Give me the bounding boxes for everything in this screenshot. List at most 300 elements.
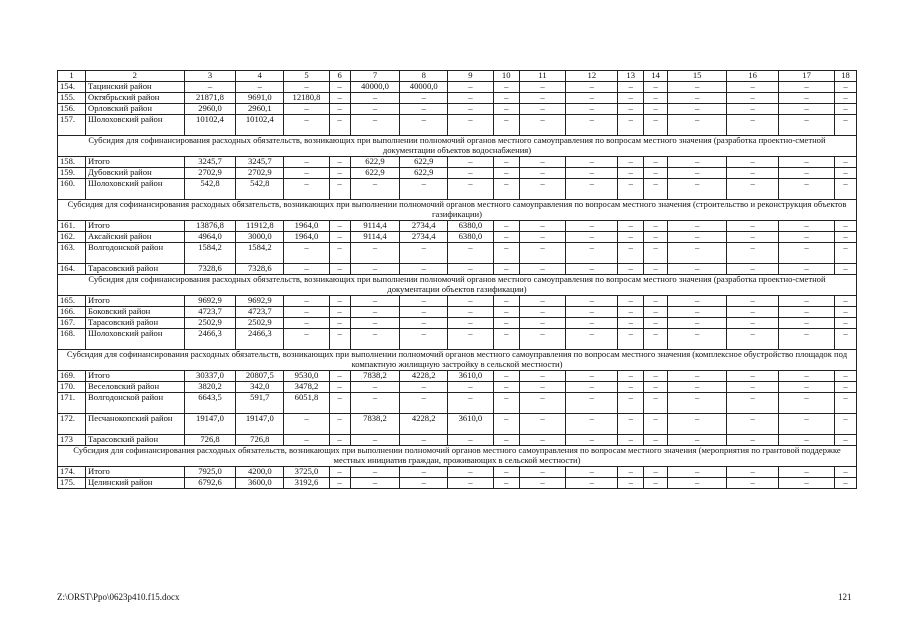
column-number: 3: [184, 71, 236, 82]
table-row: [58, 318, 857, 329]
value-cell: 2734,4: [400, 221, 448, 232]
table-row: [58, 82, 857, 93]
value-cell: –: [400, 264, 448, 275]
value-cell: –: [519, 414, 566, 435]
value-cell: –: [644, 232, 668, 243]
value-cell: –: [400, 435, 448, 446]
value-cell: –: [284, 115, 330, 136]
value-cell: –: [400, 307, 448, 318]
value-cell: –: [835, 115, 857, 136]
value-cell: –: [448, 329, 494, 350]
value-cell: –: [566, 329, 618, 350]
value-cell: –: [329, 82, 350, 93]
value-cell: –: [493, 307, 519, 318]
value-cell: –: [835, 371, 857, 382]
value-cell: 591,7: [236, 393, 284, 414]
value-cell: –: [668, 157, 727, 168]
value-cell: –: [727, 307, 779, 318]
column-number: 18: [835, 71, 857, 82]
column-number: 7: [350, 71, 400, 82]
value-cell: –: [835, 179, 857, 200]
value-cell: –: [566, 179, 618, 200]
column-number: 13: [618, 71, 644, 82]
value-cell: –: [644, 104, 668, 115]
value-cell: –: [668, 179, 727, 200]
value-cell: –: [644, 296, 668, 307]
value-cell: 7328,6: [236, 264, 284, 275]
column-number: 12: [566, 71, 618, 82]
value-cell: –: [618, 243, 644, 264]
section-title: Субсидия для софинансирования расходных обязательств, возникающих при выполнении полномочий органов местного самоуправления по вопросам местного значения (разработка проектно-сметной документации объектов газификации): [58, 275, 857, 296]
row-number: 158.: [58, 157, 86, 168]
value-cell: –: [835, 307, 857, 318]
value-cell: –: [727, 264, 779, 275]
value-cell: –: [493, 179, 519, 200]
value-cell: –: [284, 318, 330, 329]
district-name: Итого: [86, 467, 185, 478]
value-cell: –: [779, 221, 835, 232]
value-cell: –: [566, 264, 618, 275]
value-cell: –: [727, 467, 779, 478]
value-cell: –: [835, 393, 857, 414]
value-cell: –: [779, 264, 835, 275]
value-cell: –: [779, 82, 835, 93]
column-number: 15: [668, 71, 727, 82]
value-cell: 9691,0: [236, 93, 284, 104]
value-cell: –: [779, 232, 835, 243]
value-cell: –: [350, 296, 400, 307]
value-cell: 1964,0: [284, 221, 330, 232]
district-name: Итого: [86, 296, 185, 307]
value-cell: –: [618, 221, 644, 232]
value-cell: –: [493, 243, 519, 264]
value-cell: –: [779, 157, 835, 168]
value-cell: –: [350, 115, 400, 136]
value-cell: 13876,8: [184, 221, 236, 232]
value-cell: 726,8: [184, 435, 236, 446]
row-number: 175.: [58, 478, 86, 489]
value-cell: –: [566, 104, 618, 115]
value-cell: 6643,5: [184, 393, 236, 414]
value-cell: 2734,4: [400, 232, 448, 243]
district-name: Аксайский район: [86, 232, 185, 243]
value-cell: 622,9: [350, 157, 400, 168]
value-cell: –: [448, 382, 494, 393]
value-cell: –: [668, 393, 727, 414]
table-row: [58, 232, 857, 243]
value-cell: –: [329, 104, 350, 115]
value-cell: –: [835, 232, 857, 243]
value-cell: –: [835, 221, 857, 232]
district-name: Орловский район: [86, 104, 185, 115]
value-cell: –: [644, 115, 668, 136]
row-number: 171.: [58, 393, 86, 414]
value-cell: –: [779, 115, 835, 136]
value-cell: 3725,0: [284, 467, 330, 478]
value-cell: –: [519, 329, 566, 350]
value-cell: 9692,9: [184, 296, 236, 307]
table-row: [58, 393, 857, 414]
value-cell: 622,9: [350, 168, 400, 179]
header-row: [58, 71, 857, 82]
value-cell: –: [727, 179, 779, 200]
table-row: [58, 243, 857, 264]
table-row: [58, 329, 857, 350]
value-cell: –: [618, 414, 644, 435]
table-row: [58, 264, 857, 275]
column-number: 11: [519, 71, 566, 82]
value-cell: –: [618, 82, 644, 93]
value-cell: –: [493, 93, 519, 104]
value-cell: –: [448, 393, 494, 414]
district-name: Веселовский район: [86, 382, 185, 393]
value-cell: –: [618, 435, 644, 446]
value-cell: –: [284, 104, 330, 115]
value-cell: –: [329, 221, 350, 232]
value-cell: –: [727, 478, 779, 489]
value-cell: –: [519, 93, 566, 104]
value-cell: 3478,2: [284, 382, 330, 393]
row-number: 157.: [58, 115, 86, 136]
value-cell: –: [644, 329, 668, 350]
value-cell: –: [566, 157, 618, 168]
value-cell: 726,8: [236, 435, 284, 446]
value-cell: –: [644, 179, 668, 200]
value-cell: –: [329, 243, 350, 264]
value-cell: 10102,4: [184, 115, 236, 136]
value-cell: –: [644, 243, 668, 264]
value-cell: –: [835, 329, 857, 350]
value-cell: 4964,0: [184, 232, 236, 243]
value-cell: –: [493, 329, 519, 350]
row-number: 167.: [58, 318, 86, 329]
district-name: Волгодонской район: [86, 243, 185, 264]
value-cell: 2502,9: [184, 318, 236, 329]
value-cell: –: [350, 318, 400, 329]
value-cell: –: [835, 93, 857, 104]
value-cell: –: [493, 296, 519, 307]
section-title-row: [58, 200, 857, 221]
district-name: Волгодонской район: [86, 393, 185, 414]
table-row: [58, 296, 857, 307]
value-cell: 542,8: [184, 179, 236, 200]
value-cell: –: [618, 371, 644, 382]
value-cell: –: [566, 382, 618, 393]
column-number: 6: [329, 71, 350, 82]
value-cell: –: [519, 467, 566, 478]
section-title-row: [58, 350, 857, 371]
value-cell: –: [400, 318, 448, 329]
value-cell: –: [493, 414, 519, 435]
column-number: 9: [448, 71, 494, 82]
value-cell: –: [644, 478, 668, 489]
value-cell: 622,9: [400, 168, 448, 179]
value-cell: –: [493, 371, 519, 382]
value-cell: 19147,0: [236, 414, 284, 435]
value-cell: –: [618, 104, 644, 115]
section-title: Субсидия для софинансирования расходных обязательств, возникающих при выполнении полномочий органов местного самоуправления по вопросам местного значения (строительство и реконструкция объектов газификации): [58, 200, 857, 221]
value-cell: –: [519, 307, 566, 318]
value-cell: –: [727, 115, 779, 136]
value-cell: –: [329, 307, 350, 318]
value-cell: –: [448, 296, 494, 307]
value-cell: –: [519, 393, 566, 414]
value-cell: –: [329, 115, 350, 136]
value-cell: –: [448, 157, 494, 168]
value-cell: 2960,0: [184, 104, 236, 115]
value-cell: –: [493, 115, 519, 136]
value-cell: 3610,0: [448, 414, 494, 435]
value-cell: –: [519, 243, 566, 264]
value-cell: –: [727, 382, 779, 393]
value-cell: 6051,8: [284, 393, 330, 414]
value-cell: 20807,5: [236, 371, 284, 382]
value-cell: –: [329, 435, 350, 446]
value-cell: –: [618, 382, 644, 393]
value-cell: –: [329, 393, 350, 414]
value-cell: –: [668, 371, 727, 382]
row-number: 169.: [58, 371, 86, 382]
value-cell: –: [618, 168, 644, 179]
value-cell: –: [519, 104, 566, 115]
row-number: 164.: [58, 264, 86, 275]
value-cell: –: [284, 307, 330, 318]
value-cell: –: [448, 168, 494, 179]
column-number: 2: [86, 71, 185, 82]
value-cell: –: [668, 93, 727, 104]
value-cell: –: [350, 264, 400, 275]
value-cell: 7328,6: [184, 264, 236, 275]
value-cell: –: [727, 243, 779, 264]
value-cell: –: [329, 264, 350, 275]
value-cell: 11912,8: [236, 221, 284, 232]
value-cell: 2466,3: [184, 329, 236, 350]
district-name: Песчанокопский район: [86, 414, 185, 435]
value-cell: 9114,4: [350, 232, 400, 243]
value-cell: –: [329, 93, 350, 104]
value-cell: –: [644, 264, 668, 275]
value-cell: –: [284, 179, 330, 200]
value-cell: –: [727, 318, 779, 329]
value-cell: –: [350, 179, 400, 200]
value-cell: 4200,0: [236, 467, 284, 478]
value-cell: –: [835, 467, 857, 478]
value-cell: 342,0: [236, 382, 284, 393]
column-number: 14: [644, 71, 668, 82]
value-cell: –: [618, 329, 644, 350]
value-cell: –: [566, 296, 618, 307]
value-cell: –: [519, 296, 566, 307]
value-cell: 7838,2: [350, 371, 400, 382]
value-cell: –: [519, 115, 566, 136]
row-number: 160.: [58, 179, 86, 200]
value-cell: –: [350, 478, 400, 489]
value-cell: –: [519, 318, 566, 329]
value-cell: 19147,0: [184, 414, 236, 435]
value-cell: –: [284, 168, 330, 179]
value-cell: –: [566, 93, 618, 104]
value-cell: 40000,0: [400, 82, 448, 93]
value-cell: –: [668, 318, 727, 329]
value-cell: 10102,4: [236, 115, 284, 136]
value-cell: –: [668, 264, 727, 275]
value-cell: –: [668, 382, 727, 393]
value-cell: –: [284, 296, 330, 307]
value-cell: –: [566, 221, 618, 232]
value-cell: –: [668, 168, 727, 179]
value-cell: –: [644, 307, 668, 318]
page-number: 121: [838, 592, 852, 602]
value-cell: –: [284, 264, 330, 275]
value-cell: –: [566, 243, 618, 264]
row-number: 154.: [58, 82, 86, 93]
value-cell: –: [644, 157, 668, 168]
value-cell: –: [566, 467, 618, 478]
value-cell: –: [448, 307, 494, 318]
value-cell: –: [727, 157, 779, 168]
value-cell: –: [448, 318, 494, 329]
value-cell: –: [835, 296, 857, 307]
value-cell: –: [727, 168, 779, 179]
value-cell: –: [400, 478, 448, 489]
value-cell: 3820,2: [184, 382, 236, 393]
value-cell: –: [493, 393, 519, 414]
value-cell: –: [668, 243, 727, 264]
section-title: Субсидия для софинансирования расходных обязательств, возникающих при выполнении полномочий органов местного самоуправления по вопросам местного значения (разработка проектно-сметной документации объектов водоснабжения): [58, 136, 857, 157]
value-cell: –: [779, 414, 835, 435]
row-number: 159.: [58, 168, 86, 179]
value-cell: –: [566, 371, 618, 382]
district-name: Тацинский район: [86, 82, 185, 93]
value-cell: 3245,7: [184, 157, 236, 168]
row-number: 168.: [58, 329, 86, 350]
value-cell: –: [519, 157, 566, 168]
value-cell: –: [329, 467, 350, 478]
value-cell: –: [727, 221, 779, 232]
value-cell: –: [329, 157, 350, 168]
value-cell: –: [350, 467, 400, 478]
table-row: [58, 414, 857, 435]
value-cell: –: [779, 318, 835, 329]
column-number: 8: [400, 71, 448, 82]
value-cell: –: [448, 104, 494, 115]
value-cell: –: [835, 82, 857, 93]
value-cell: –: [329, 179, 350, 200]
value-cell: 3600,0: [236, 478, 284, 489]
value-cell: –: [400, 93, 448, 104]
value-cell: 12180,8: [284, 93, 330, 104]
value-cell: –: [350, 393, 400, 414]
table-row: [58, 104, 857, 115]
value-cell: –: [618, 232, 644, 243]
row-number: 173: [58, 435, 86, 446]
value-cell: –: [350, 435, 400, 446]
value-cell: –: [618, 93, 644, 104]
value-cell: –: [236, 82, 284, 93]
value-cell: –: [329, 168, 350, 179]
value-cell: –: [448, 115, 494, 136]
value-cell: –: [668, 221, 727, 232]
value-cell: –: [779, 467, 835, 478]
district-name: Боковский район: [86, 307, 185, 318]
value-cell: –: [668, 329, 727, 350]
value-cell: –: [618, 478, 644, 489]
value-cell: –: [448, 82, 494, 93]
value-cell: –: [350, 104, 400, 115]
value-cell: 2960,1: [236, 104, 284, 115]
value-cell: –: [400, 393, 448, 414]
value-cell: 4723,7: [184, 307, 236, 318]
value-cell: 1584,2: [184, 243, 236, 264]
row-number: 156.: [58, 104, 86, 115]
value-cell: 2502,9: [236, 318, 284, 329]
value-cell: –: [779, 329, 835, 350]
value-cell: –: [727, 435, 779, 446]
row-number: 155.: [58, 93, 86, 104]
table-row: [58, 371, 857, 382]
value-cell: –: [779, 478, 835, 489]
value-cell: 2466,3: [236, 329, 284, 350]
district-name: Шолоховский район: [86, 179, 185, 200]
value-cell: –: [284, 82, 330, 93]
value-cell: –: [329, 296, 350, 307]
value-cell: –: [618, 307, 644, 318]
table-row: [58, 221, 857, 232]
value-cell: –: [835, 157, 857, 168]
value-cell: –: [779, 371, 835, 382]
section-title-row: [58, 446, 857, 467]
value-cell: –: [644, 371, 668, 382]
value-cell: –: [779, 93, 835, 104]
value-cell: –: [618, 467, 644, 478]
value-cell: –: [618, 179, 644, 200]
row-number: 163.: [58, 243, 86, 264]
value-cell: 4228,2: [400, 371, 448, 382]
value-cell: –: [644, 467, 668, 478]
value-cell: –: [618, 115, 644, 136]
row-number: 165.: [58, 296, 86, 307]
value-cell: –: [400, 329, 448, 350]
value-cell: –: [566, 414, 618, 435]
value-cell: –: [519, 382, 566, 393]
value-cell: –: [835, 168, 857, 179]
value-cell: –: [493, 104, 519, 115]
value-cell: 4723,7: [236, 307, 284, 318]
value-cell: –: [519, 435, 566, 446]
value-cell: 9692,9: [236, 296, 284, 307]
value-cell: –: [400, 243, 448, 264]
value-cell: –: [727, 414, 779, 435]
value-cell: –: [350, 329, 400, 350]
value-cell: –: [448, 467, 494, 478]
table-row: [58, 115, 857, 136]
value-cell: –: [566, 82, 618, 93]
value-cell: 6380,0: [448, 232, 494, 243]
district-name: Дубовский район: [86, 168, 185, 179]
value-cell: –: [566, 478, 618, 489]
value-cell: 6380,0: [448, 221, 494, 232]
value-cell: –: [566, 115, 618, 136]
district-name: Целинский район: [86, 478, 185, 489]
value-cell: –: [184, 82, 236, 93]
value-cell: –: [644, 221, 668, 232]
value-cell: –: [448, 435, 494, 446]
district-name: Шолоховский район: [86, 329, 185, 350]
value-cell: –: [727, 296, 779, 307]
value-cell: –: [644, 82, 668, 93]
value-cell: –: [644, 414, 668, 435]
table-row: [58, 382, 857, 393]
